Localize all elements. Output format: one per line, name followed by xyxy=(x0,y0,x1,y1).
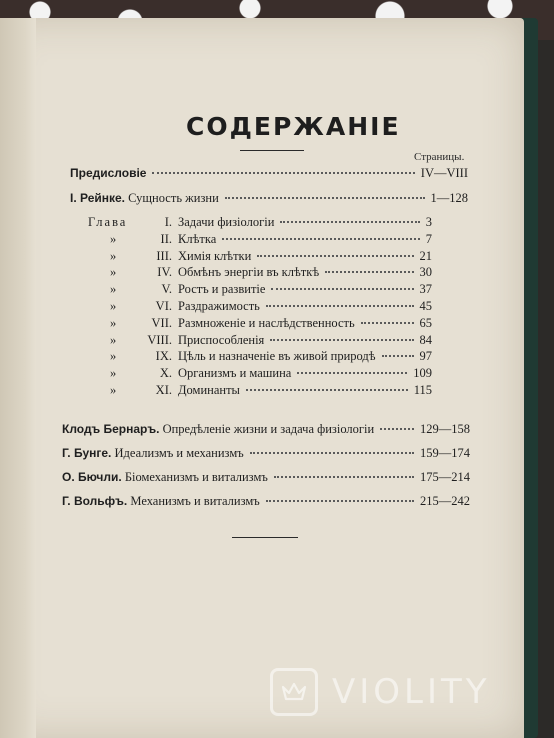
dot-leader xyxy=(250,451,414,454)
chapter-prefix: » xyxy=(110,265,117,280)
watermark xyxy=(270,668,491,716)
page-title: СОДЕРЖАНІЕ xyxy=(186,112,401,141)
chapter-title: Химія клѣтки xyxy=(178,248,252,263)
entry-pages: 175—214 xyxy=(420,470,470,484)
pages-column-header: Страницы. xyxy=(414,151,465,163)
chapter-title: Задачи физіологіи xyxy=(178,215,275,229)
chapter-title: Цѣль и назначеніе въ живой природѣ xyxy=(178,349,376,364)
chapter-prefix: » xyxy=(110,366,117,381)
chapter-row xyxy=(88,366,432,381)
bottom-rule xyxy=(232,537,298,538)
chapter-title: Размноженіе и наслѣдственность xyxy=(178,315,355,330)
watermark-text: VIOLITY xyxy=(332,672,491,712)
chapter-title: Организмъ и машина xyxy=(178,366,292,381)
crown-icon xyxy=(270,668,318,716)
entry-pages: 1—128 xyxy=(430,191,468,205)
chapter-number: II. xyxy=(160,231,172,246)
chapter-prefix: Глава xyxy=(88,215,128,229)
entry-pages: 159—174 xyxy=(420,446,470,460)
entry-pages: 215—242 xyxy=(420,494,470,508)
chapter-number: I. xyxy=(164,215,172,229)
dot-leader xyxy=(297,371,407,374)
chapter-title: Ростъ и развитіе xyxy=(178,282,266,297)
dot-leader xyxy=(271,287,413,290)
chapter-number: X. xyxy=(159,366,172,381)
page-spine xyxy=(0,18,36,738)
entry-author: Клодъ Бернаръ. xyxy=(62,422,160,436)
author-row xyxy=(62,446,470,461)
dot-leader xyxy=(274,475,414,478)
chapter-title: Доминанты xyxy=(178,383,240,397)
dot-leader xyxy=(382,354,414,357)
chapter-row xyxy=(88,333,432,348)
chapter-page: 115 xyxy=(413,383,432,397)
author-row xyxy=(62,422,470,437)
chapter-row xyxy=(88,265,432,280)
entry-title: Идеализмъ и механизмъ xyxy=(114,446,244,460)
chapter-prefix: » xyxy=(110,349,117,364)
chapter-number: IV. xyxy=(157,265,172,280)
entry-author: Г. Бунге. xyxy=(62,446,112,460)
chapter-row xyxy=(88,249,432,264)
chapter-prefix: » xyxy=(110,248,117,263)
chapter-row xyxy=(88,282,432,297)
entry-pages: 129—158 xyxy=(420,422,470,436)
chapter-row xyxy=(88,349,432,364)
chapter-title: Обмѣнъ энергіи въ клѣткѣ xyxy=(178,265,320,280)
chapter-number: III. xyxy=(156,248,172,263)
chapter-row xyxy=(88,215,432,230)
chapter-prefix: » xyxy=(110,299,117,313)
entry-pages: IV—VIII xyxy=(420,166,468,180)
entry-title: Біомеханизмъ и витализмъ xyxy=(124,470,268,484)
chapter-page: 37 xyxy=(419,282,432,297)
dot-leader xyxy=(325,270,413,273)
author-row xyxy=(62,494,470,509)
chapter-title: Раздражимость xyxy=(178,299,260,313)
dot-leader xyxy=(280,220,419,223)
dot-leader xyxy=(270,338,413,341)
author-row xyxy=(62,470,470,485)
chapter-page: 109 xyxy=(413,366,432,381)
entry-author: I. Рейнке. xyxy=(70,191,126,205)
chapter-number: VI. xyxy=(155,299,172,313)
entry-title: Опредѣленіе жизни и задача физіологіи xyxy=(162,422,375,436)
entry-author: Предисловіе xyxy=(70,166,147,180)
dot-leader xyxy=(266,304,414,307)
entry-author: О. Бючли. xyxy=(62,470,122,484)
chapter-row xyxy=(88,316,432,331)
chapter-number: VII. xyxy=(151,315,172,330)
chapter-page: 45 xyxy=(419,299,432,313)
dot-leader xyxy=(152,171,414,174)
chapter-title: Клѣтка xyxy=(178,231,217,246)
dot-leader xyxy=(225,196,425,199)
chapter-page: 84 xyxy=(419,332,432,347)
chapter-page: 3 xyxy=(425,215,432,229)
entry-title: Механизмъ и витализмъ xyxy=(130,494,260,508)
chapter-row xyxy=(88,299,432,314)
chapter-page: 65 xyxy=(419,315,432,330)
chapter-prefix: » xyxy=(110,332,117,347)
toc-entry-reinke xyxy=(70,191,468,206)
dot-leader xyxy=(361,321,414,324)
chapter-page: 30 xyxy=(419,265,432,280)
chapter-title: Приспособленія xyxy=(178,332,265,347)
entry-author: Г. Вольфъ. xyxy=(62,494,128,508)
chapter-page: 97 xyxy=(419,349,432,364)
chapter-prefix: » xyxy=(110,315,117,330)
entry-title: Сущность жизни xyxy=(128,191,219,205)
chapter-page: 21 xyxy=(419,248,432,263)
toc-entry-preface xyxy=(70,166,468,181)
chapter-prefix: » xyxy=(110,383,117,397)
title-rule xyxy=(240,150,304,151)
chapter-prefix: » xyxy=(110,282,117,297)
chapter-number: XI. xyxy=(155,383,172,397)
chapter-row xyxy=(88,383,432,398)
dot-leader xyxy=(266,499,414,502)
chapter-prefix: » xyxy=(110,231,117,246)
chapter-row xyxy=(88,232,432,247)
chapter-page: 7 xyxy=(425,231,432,246)
chapter-number: V. xyxy=(161,282,172,297)
dot-leader xyxy=(257,254,413,257)
dot-leader xyxy=(246,388,408,391)
dot-leader xyxy=(380,427,414,430)
dot-leader xyxy=(222,237,419,240)
chapter-number: VIII. xyxy=(147,332,172,347)
chapter-number: IX. xyxy=(155,349,172,364)
